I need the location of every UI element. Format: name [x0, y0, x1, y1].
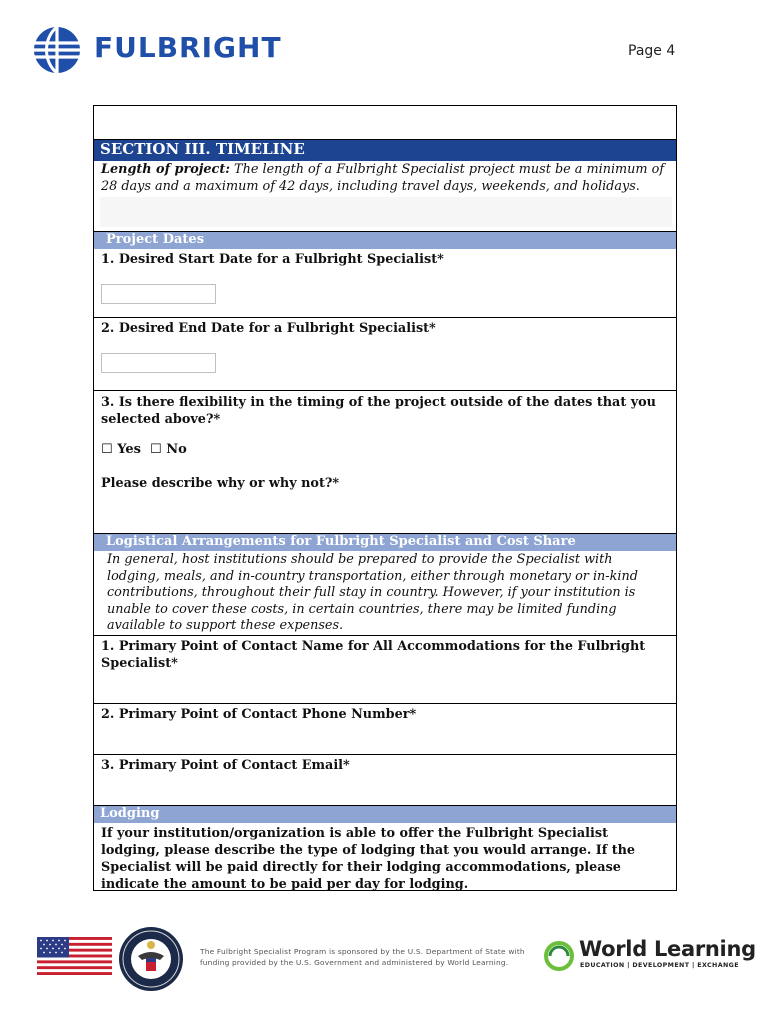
project-dates-heading: Project Dates — [94, 232, 676, 249]
no-checkbox[interactable]: ☐ — [150, 442, 162, 457]
length-label: Length of project: — [101, 162, 230, 177]
brand-name: FULBRIGHT — [94, 31, 282, 64]
sponsor-line-2: funding provided by the U.S. Government and administered by World Learning. — [200, 958, 509, 967]
describe-prompt: Please describe why or why not?* — [101, 476, 340, 491]
contact-email-row — [94, 755, 676, 806]
contact-email-question: 3. Primary Point of Contact Email* — [101, 758, 350, 773]
world-learning-tagline: EDUCATION | DEVELOPMENT | EXCHANGE — [580, 962, 739, 969]
yes-no-options — [94, 439, 194, 458]
contact-name-question: 1. Primary Point of Contact Name for All Accommodations for the Fulbright Specialist* — [101, 639, 646, 671]
lodging-row — [94, 823, 676, 891]
length-text: The length of a Fulbright Specialist project must be a minimum of 28 days and a maximum of 42 days, including travel days, weekends, and holidays. — [101, 162, 665, 194]
note-shading — [100, 197, 672, 227]
project-length-note — [94, 161, 676, 232]
section-title: SECTION III. TIMELINE — [94, 140, 676, 161]
yes-label: Yes — [117, 442, 141, 457]
contact-phone-row — [94, 704, 676, 755]
lodging-question: If your institution/organization is able to offer the Fulbright Specialist lodging, please describe the type of lodging that you would arrange. If the Specialist will be paid directly for their lodging accommodations, please indicate the amount to be paid per day for lodging. — [101, 826, 636, 892]
no-label: No — [166, 442, 187, 457]
us-flag-icon — [37, 937, 112, 975]
yes-checkbox[interactable]: ☐ — [101, 442, 113, 457]
logistics-heading: Logistical Arrangements for Fulbright Specialist and Cost Share — [94, 534, 676, 551]
blank-top-row — [94, 106, 676, 140]
page-number: Page 4 — [628, 43, 676, 59]
logistics-intro: In general, host institutions should be prepared to provide the Specialist with lodging, meals, and in-country transportation, either through monetary or in-kind contributions, throughout their full stay in country. However, if your institution is unable to cover these costs, in certain countries, there may be limited funding available to support these expenses. — [94, 551, 676, 636]
lodging-heading: Lodging — [94, 806, 676, 823]
world-learning-name: World Learning — [579, 937, 756, 961]
contact-name-row — [94, 636, 676, 704]
contact-phone-question: 2. Primary Point of Contact Phone Number* — [101, 707, 417, 722]
start-date-field[interactable] — [101, 284, 216, 304]
globe-icon — [33, 26, 81, 74]
end-date-field[interactable] — [101, 353, 216, 373]
sponsor-line-1: The Fulbright Specialist Program is sponsored by the U.S. Department of State with — [200, 947, 525, 956]
application-form — [93, 105, 677, 891]
end-date-question: 2. Desired End Date for a Fulbright Specialist* — [101, 321, 436, 336]
end-date-row — [94, 318, 676, 391]
sponsor-statement — [200, 946, 530, 968]
start-date-row — [94, 249, 676, 318]
start-date-question: 1. Desired Start Date for a Fulbright Specialist* — [101, 252, 444, 267]
world-learning-icon — [543, 940, 575, 972]
flexibility-question: 3. Is there flexibility in the timing of the project outside of the dates that you selected above?* — [101, 395, 656, 427]
state-department-seal-icon — [118, 926, 184, 992]
flexibility-row — [94, 391, 676, 534]
